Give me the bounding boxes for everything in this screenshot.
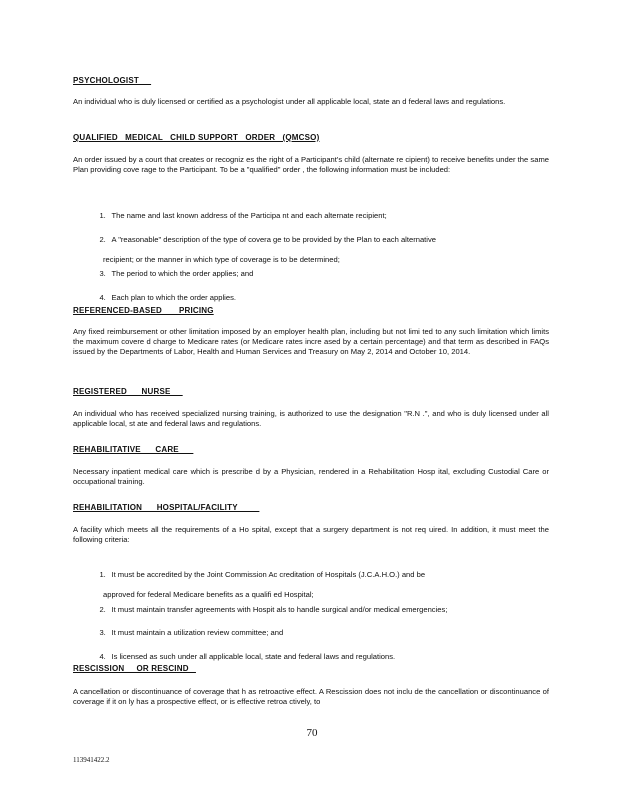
definition-qmcso: An order issued by a court that creates or recogniz es the right of a Participant's child (alternate re cipient) to receive benefits under the same Plan providing cove rage to the Participant. To be a "qualified" order , the following information must be included: (73, 155, 552, 174)
definition-referenced-based-pricing: Any fixed reimbursement or other limitation imposed by an employer health plan, including but not limi ted to any such limitation which limits the maximum covere d charge to Medicare rates (or Medicare rates incre ased by a certain percentage) and that term as described in FAQs issued by the Departments of Labor, Health and Human Services and Treasury on May 2, 2014 and October 10, 2014. (73, 327, 552, 356)
list-item-text: Each plan to which the order applies. (111, 293, 236, 302)
heading-referenced-based-pricing: REFERENCED-BASED PRICING (73, 306, 214, 315)
list-item-text: Is licensed as such under all applicable local, state and federal laws and regulations. (111, 652, 396, 661)
page-number: 70 (306, 727, 318, 739)
list-item-number: 1. (99, 570, 106, 579)
heading-registered-nurse: REGISTERED NURSE (73, 387, 183, 396)
heading-rehabilitative-care: REHABILITATIVE CARE (73, 445, 194, 454)
list-item-text: A "reasonable" description of the type of covera ge to be provided by the Plan to each alternative (111, 235, 436, 244)
list-item-text: It must be accredited by the Joint Commission Ac creditation of Hospitals (J.C.A.H.O.) and be (111, 570, 426, 579)
list-item-text: The name and last known address of the Participa nt and each alternate recipient; (111, 211, 387, 220)
heading-psychologist: PSYCHOLOGIST (73, 76, 152, 85)
list-item-number: 4. (99, 293, 106, 302)
list-item-text: The period to which the order applies; and (111, 269, 254, 278)
definition-psychologist: An individual who is duly licensed or certified as a psychologist under all applicable local, state an d federal laws and regulations. (73, 97, 506, 106)
heading-rescission: RESCISSION OR RESCIND (73, 664, 196, 673)
heading-qmcso: QUALIFIED MEDICAL CHILD SUPPORT ORDER (QMCSO) (73, 133, 320, 142)
list-item-number: 1. (99, 211, 106, 220)
definition-rehabilitation-hospital: A facility which meets all the requirements of a Ho spital, except that a surgery department is not req uired. In addition, it must meet the following criteria: (73, 525, 552, 544)
list-item-text: It must maintain a utilization review committee; and (111, 628, 284, 637)
list-item-text: It must maintain transfer agreements with Hospit als to handle surgical and/or medical emergencies; (111, 605, 448, 614)
list-item-number: 3. (99, 628, 106, 637)
list-item-number: 2. (99, 235, 106, 244)
list-item-text-continued: approved for federal Medicare benefits as a qualifi ed Hospital; (103, 590, 314, 599)
heading-rehabilitation-hospital: REHABILITATION HOSPITAL/FACILITY (73, 503, 260, 512)
definition-rehabilitative-care: Necessary inpatient medical care which is prescribe d by a Physician, rendered in a Rehabilitation Hosp ital, excluding Custodial Care or occupational training. (73, 467, 552, 486)
list-item-number: 3. (99, 269, 106, 278)
list-item-number: 4. (99, 652, 106, 661)
list-item-text-continued: recipient; or the manner in which type of coverage is to be determined; (103, 255, 340, 264)
definition-rescission: A cancellation or discontinuance of coverage that h as retroactive effect. A Rescission does not inclu de the cancellation or discontinuance of coverage if it on ly has a prospective effect, or is effective retroa ctively, to (73, 687, 552, 706)
document-id: 113941422.2 (73, 756, 110, 764)
definition-registered-nurse: An individual who has received specialized nursing training, is authorized to use the designation "R.N .", and who is duly licensed under all applicable local, st ate and federal laws and regulations. (73, 409, 552, 428)
list-item-number: 2. (99, 605, 106, 614)
